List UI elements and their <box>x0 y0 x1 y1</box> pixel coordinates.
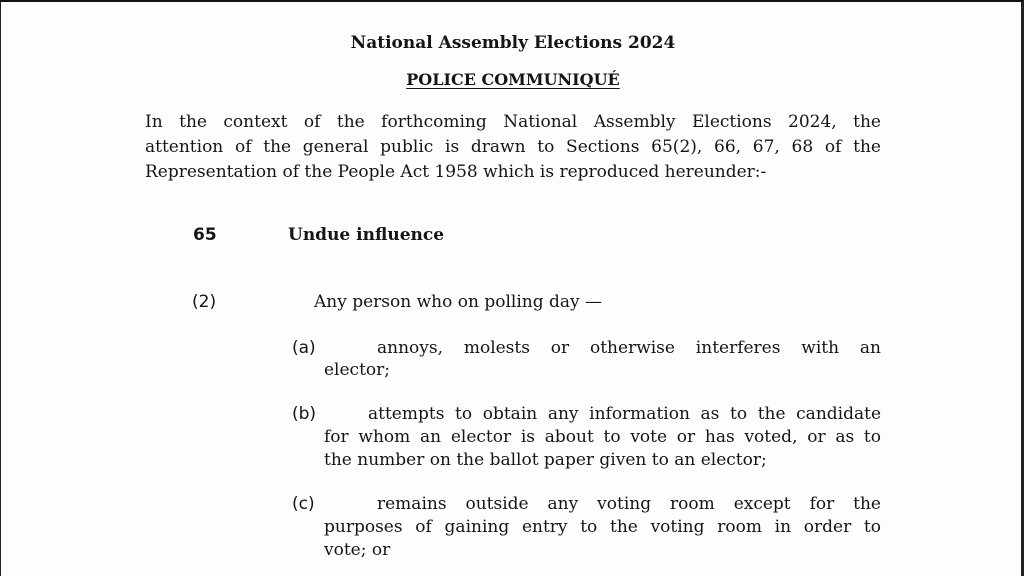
subsection-text: Any person who on polling day — <box>314 292 603 312</box>
intro-line: Representation of the People Act 1958 which is reproduced hereunder:- <box>145 162 767 182</box>
item-b-line: the number on the ballot paper given to an elector; <box>324 450 767 470</box>
item-label-b: (b) <box>292 404 317 424</box>
item-a-line: elector; <box>324 360 390 380</box>
intro-line: attention of the general public is drawn to Sections 65(2), 66, 67, 68 of the <box>145 137 881 157</box>
item-a-line: annoys, molests or otherwise interferes with an <box>377 338 881 358</box>
intro-line: In the context of the forthcoming National Assembly Elections 2024, the <box>145 112 881 132</box>
section-number: 65 <box>193 225 217 245</box>
item-label-a: (a) <box>292 338 316 358</box>
item-b-line: attempts to obtain any information as to the candidate <box>368 404 881 424</box>
subsection-number: (2) <box>192 292 217 312</box>
document-title: National Assembly Elections 2024 <box>350 33 676 53</box>
document-subtitle: POLICE COMMUNIQUÉ <box>406 70 620 89</box>
item-c-line: purposes of gaining entry to the voting room in order to <box>324 517 881 537</box>
item-c-line: vote; or <box>324 540 391 560</box>
section-heading: Undue influence <box>288 225 445 245</box>
item-b-line: for whom an elector is about to vote or has voted, or as to <box>324 427 881 447</box>
item-label-c: (c) <box>292 494 315 514</box>
item-c-line: remains outside any voting room except for the <box>377 494 881 514</box>
